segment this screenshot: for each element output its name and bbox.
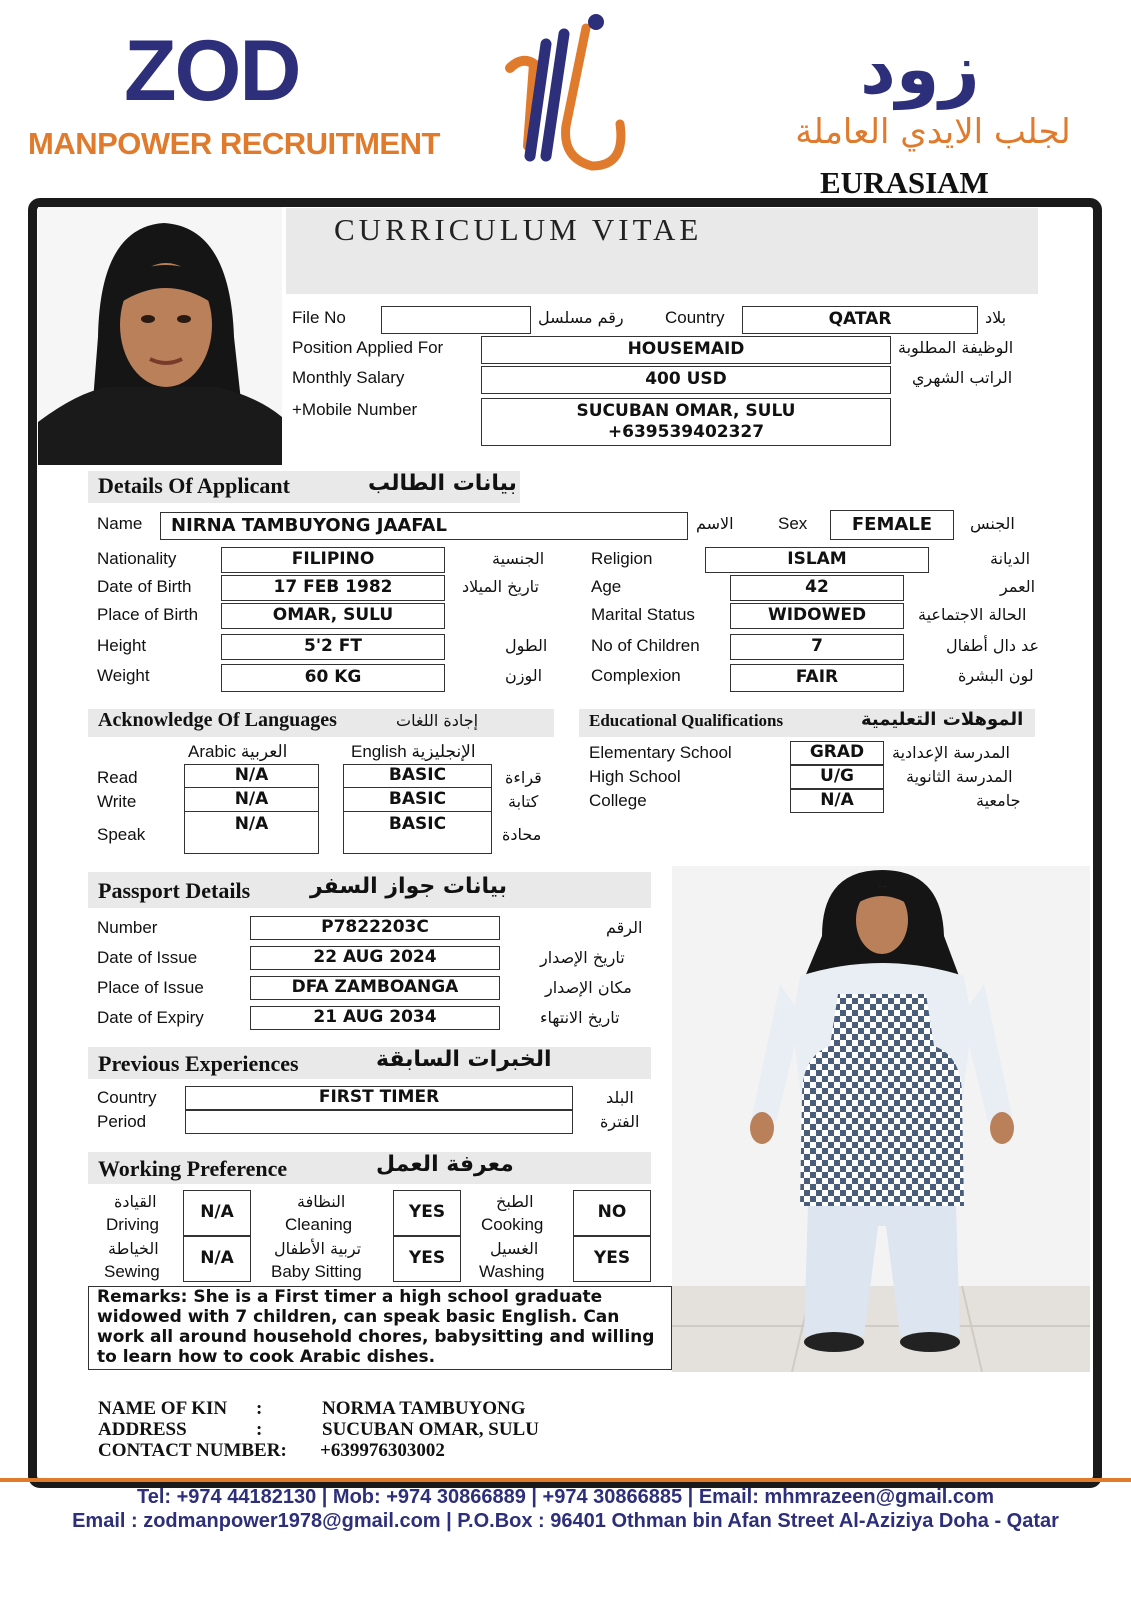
mobile-field — [481, 398, 891, 446]
pref-driving-label-ar: القيادة — [114, 1192, 157, 1211]
sex-field: FEMALE — [830, 510, 954, 540]
lang-col-english: English الإنجليزية — [351, 742, 476, 761]
pref-babysitting-value: YES — [393, 1236, 461, 1282]
passport-number-label: Number — [97, 918, 158, 937]
edu-high-label-ar: المدرسة الثانوية — [906, 767, 1013, 786]
file-no-field — [381, 306, 531, 334]
passport-issue-field: 22 AUG 2024 — [250, 946, 500, 970]
pref-babysitting-label-ar: تربية الأطفال — [274, 1239, 362, 1258]
passport-section-title: Passport Details — [98, 878, 251, 903]
position-label: Position Applied For — [292, 338, 444, 357]
edu-high-label: High School — [589, 767, 681, 786]
passport-issue-label: Date of Issue — [97, 948, 198, 967]
position-label-ar: الوظيفة المطلوبة — [898, 338, 1014, 357]
mobile-field-line1: SUCUBAN OMAR, SULU — [576, 400, 796, 421]
footer-line-2: Email : zodmanpower1978@gmail.com | P.O.Box : 96401 Othman bin Afan Street Al-Aziziya Doha - Qatar — [72, 1510, 1059, 1532]
kin-address-label: ADDRESS — [98, 1419, 187, 1440]
pref-cooking-label: Cooking — [481, 1215, 544, 1234]
edu-college-label-ar: جامعية — [976, 791, 1021, 810]
lang-write-label: Write — [97, 792, 137, 811]
passport-place-label: Place of Issue — [97, 978, 204, 997]
name-label-ar: الاسم — [696, 514, 734, 533]
pref-washing-label-ar: الغسيل — [490, 1239, 539, 1258]
height-label: Height — [97, 636, 147, 655]
lang-speak-arabic: N/A — [234, 814, 269, 835]
pref-washing-label: Washing — [479, 1262, 545, 1281]
mobile-field-line2: +639539402327 — [607, 422, 765, 442]
kin-contact-value: +639976303002 — [320, 1440, 445, 1461]
education-section-title: Educational Qualifications — [589, 711, 784, 730]
partner-name: EURASIAM — [820, 165, 989, 200]
position-field: HOUSEMAID — [481, 336, 891, 364]
languages-section-title: Acknowledge Of Languages — [98, 709, 337, 731]
applicant-fullbody-photo — [672, 866, 1090, 1372]
lang-write-english: BASIC — [343, 788, 492, 812]
lang-read-label: Read — [97, 768, 138, 787]
file-no-label: File No — [292, 308, 346, 327]
dob-label: Date of Birth — [97, 577, 192, 596]
children-field: 7 — [730, 634, 904, 660]
exp-period-field — [185, 1110, 573, 1134]
country-label-ar: بلاد — [985, 308, 1007, 327]
file-no-label-ar: رقم مسلسل — [538, 308, 624, 327]
lang-speak-label: Speak — [97, 825, 146, 844]
complexion-label-ar: لون البشرة — [958, 666, 1034, 685]
passport-section-title-ar: بيانات جواز السفر — [310, 874, 508, 899]
dob-field: 17 FEB 1982 — [221, 575, 445, 601]
mobile-label: +Mobile Number — [292, 400, 418, 419]
religion-field: ISLAM — [705, 547, 929, 573]
footer-divider — [0, 1478, 1131, 1482]
kin-address-colon: : — [256, 1419, 263, 1440]
religion-label: Religion — [591, 549, 653, 568]
pref-cleaning-label-ar: النظافة — [297, 1192, 346, 1211]
lang-write-label-ar: كتابة — [508, 792, 539, 811]
edu-high-field: U/G — [790, 765, 884, 789]
brand-logo-arabic: زود — [860, 28, 980, 110]
religion-label-ar: الديانة — [990, 549, 1031, 568]
pref-cleaning-value: YES — [393, 1190, 461, 1236]
lang-speak-english: BASIC — [388, 814, 447, 835]
pref-sewing-label: Sewing — [104, 1262, 160, 1281]
weight-label: Weight — [97, 666, 150, 685]
weight-field: 60 KG — [221, 664, 445, 692]
remarks-box: Remarks: She is a First timer a high school graduate widowed with 7 children, can speak basic English. Can work all around household chores, babysitting and willing to learn how to cook Arabic dishes. — [88, 1286, 672, 1370]
lang-read-english: BASIC — [343, 764, 492, 788]
pref-cooking-label-ar: الطبخ — [496, 1192, 534, 1211]
weight-label-ar: الوزن — [505, 666, 543, 685]
salary-field: 400 USD — [481, 366, 891, 394]
cv-title: CURRICULUM VITAE — [334, 212, 703, 247]
applicant-section-title: Details Of Applicant — [98, 473, 290, 498]
kin-name-colon: : — [256, 1398, 263, 1419]
edu-elementary-field: GRAD — [790, 741, 884, 765]
edu-elementary-label-ar: المدرسة الإعدادية — [892, 743, 1010, 762]
passport-expiry-label-ar: تاريخ الانتهاء — [540, 1008, 620, 1027]
pref-washing-value: YES — [573, 1236, 651, 1282]
applicant-section-title-ar: بيانات الطالب — [368, 471, 517, 496]
passport-expiry-field: 21 AUG 2034 — [250, 1006, 500, 1030]
exp-period-label-ar: الفترة — [600, 1112, 640, 1131]
applicant-headshot-photo — [38, 207, 282, 465]
brand-logo-text: ZOD — [124, 23, 300, 119]
preference-section-title-ar: معرفة العمل — [376, 1152, 514, 1177]
passport-issue-label-ar: تاريخ الإصدار — [540, 948, 625, 967]
exp-country-field: FIRST TIMER — [185, 1086, 573, 1110]
country-field: QATAR — [742, 306, 978, 334]
salary-label-ar: الراتب الشهري — [912, 368, 1013, 387]
pref-babysitting-label: Baby Sitting — [271, 1262, 362, 1281]
children-label-ar: عد دال أطفال — [946, 636, 1040, 655]
nationality-label: Nationality — [97, 549, 177, 568]
applicant-section-header — [88, 471, 520, 503]
brand-subtitle-arabic: لجلب الايدي العاملة — [795, 112, 1071, 152]
nationality-field: FILIPINO — [221, 547, 445, 573]
brand-subtitle: MANPOWER RECRUITMENT — [28, 126, 440, 161]
country-label: Country — [665, 308, 725, 327]
kin-name-value: NORMA TAMBUYONG — [322, 1398, 526, 1419]
sex-label: Sex — [778, 514, 808, 533]
age-label: Age — [591, 577, 622, 596]
education-section-header — [579, 709, 1035, 737]
lang-speak-label-ar: محادة — [502, 825, 542, 844]
passport-expiry-label: Date of Expiry — [97, 1008, 204, 1027]
pob-field: OMAR, SULU — [221, 603, 445, 629]
preference-section-title: Working Preference — [98, 1156, 288, 1181]
exp-country-label: Country — [97, 1088, 157, 1107]
preference-section-header — [88, 1152, 651, 1184]
footer-line-1: Tel: +974 44182130 | Mob: +974 30866889 | +974 30866885 | Email: mhmrazeen@gmail.com — [137, 1486, 994, 1508]
exp-country-label-ar: البلد — [606, 1088, 634, 1107]
dob-label-ar: تاريخ الميلاد — [462, 577, 539, 596]
marital-field: WIDOWED — [730, 603, 904, 629]
sex-label-ar: الجنس — [970, 514, 1015, 533]
lang-col-arabic: Arabic العربية — [188, 742, 288, 761]
age-label-ar: العمر — [1000, 577, 1036, 596]
pob-label: Place of Birth — [97, 605, 199, 624]
exp-period-label: Period — [97, 1112, 147, 1131]
name-field: NIRNA TAMBUYONG JAAFAL — [160, 512, 688, 540]
height-label-ar: الطول — [505, 636, 548, 655]
kin-name-label: NAME OF KIN — [98, 1398, 228, 1419]
zod-logo-icon — [500, 6, 640, 176]
lang-write-arabic: N/A — [184, 788, 319, 812]
age-field: 42 — [730, 575, 904, 601]
languages-section-title-ar: إجادة اللغات — [396, 711, 479, 730]
passport-number-label-ar: الرقم — [606, 918, 643, 937]
education-section-title-ar: الموهلات التعليمية — [861, 709, 1024, 730]
passport-number-field: P7822203C — [250, 916, 500, 940]
edu-college-label: College — [589, 791, 647, 810]
pref-driving-label: Driving — [106, 1215, 159, 1234]
pref-sewing-label-ar: الخياطة — [108, 1239, 159, 1258]
marital-label: Marital Status — [591, 605, 695, 624]
lang-read-label-ar: قراءة — [505, 768, 542, 787]
lang-read-arabic: N/A — [184, 764, 319, 788]
children-label: No of Children — [591, 636, 700, 655]
languages-section-header — [88, 709, 554, 737]
experience-section-title-ar: الخبرات السابقة — [376, 1047, 552, 1072]
height-field: 5'2 FT — [221, 634, 445, 660]
passport-section-header — [88, 872, 651, 908]
complexion-field: FAIR — [730, 664, 904, 692]
experience-section-title: Previous Experiences — [98, 1051, 299, 1076]
pref-driving-value: N/A — [183, 1190, 251, 1236]
nationality-label-ar: الجنسية — [492, 549, 545, 568]
experience-section-header — [88, 1047, 651, 1079]
marital-label-ar: الحالة الاجتماعية — [918, 605, 1027, 624]
passport-place-label-ar: مكان الإصدار — [545, 978, 632, 997]
name-label: Name — [97, 514, 143, 533]
kin-contact-label: CONTACT NUMBER: — [98, 1440, 287, 1461]
pref-sewing-value: N/A — [183, 1236, 251, 1282]
passport-place-field: DFA ZAMBOANGA — [250, 976, 500, 1000]
complexion-label: Complexion — [591, 666, 681, 685]
edu-elementary-label: Elementary School — [589, 743, 732, 762]
salary-label: Monthly Salary — [292, 368, 405, 387]
kin-address-value: SUCUBAN OMAR, SULU — [322, 1419, 539, 1440]
edu-college-field: N/A — [790, 789, 884, 813]
pref-cooking-value: NO — [573, 1190, 651, 1236]
pref-cleaning-label: Cleaning — [285, 1215, 353, 1234]
